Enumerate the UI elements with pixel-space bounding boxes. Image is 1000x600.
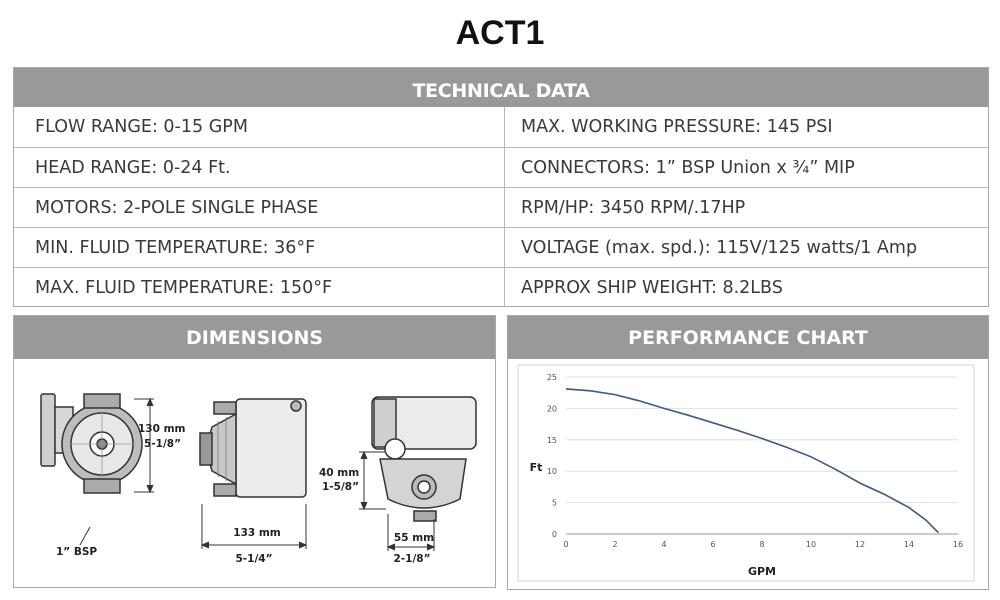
y-tick-label: 10 bbox=[546, 467, 557, 477]
y-tick-label: 15 bbox=[546, 435, 557, 445]
spec-cell: MIN. FLUID TEMPERATURE: 36°F bbox=[14, 227, 504, 267]
x-tick-label: 6 bbox=[710, 540, 716, 549]
spec-cell: RPM/HP: 3450 RPM/.17HP bbox=[504, 187, 988, 227]
spec-cell: APPROX SHIP WEIGHT: 8.2LBS bbox=[504, 267, 988, 307]
y-tick-label: 0 bbox=[551, 530, 557, 539]
technical-data-header: TECHNICAL DATA bbox=[14, 68, 988, 107]
bsp-label: 1” BSP bbox=[56, 546, 98, 558]
spec-cell: MAX. WORKING PRESSURE: 145 PSI bbox=[504, 107, 988, 147]
performance-panel bbox=[507, 315, 989, 590]
side-width-in-label: 2-1/8” bbox=[393, 553, 431, 565]
y-tick-label: 25 bbox=[546, 373, 557, 382]
x-tick-label: 2 bbox=[612, 540, 618, 549]
spec-cell: CONNECTORS: 1” BSP Union x ¾” MIP bbox=[504, 147, 988, 187]
spec-cell: MAX. FLUID TEMPERATURE: 150°F bbox=[14, 267, 504, 307]
page-title: ACT1 bbox=[455, 14, 545, 52]
pump-side-view-icon bbox=[200, 399, 306, 497]
x-tick-label: 0 bbox=[563, 540, 569, 549]
spec-cell: HEAD RANGE: 0-24 Ft. bbox=[14, 147, 504, 187]
performance-header: PERFORMANCE CHART bbox=[508, 316, 988, 359]
x-tick-label: 4 bbox=[661, 540, 667, 549]
spec-cell: FLOW RANGE: 0-15 GPM bbox=[35, 117, 248, 137]
performance-chart bbox=[508, 359, 988, 589]
side-height-in-label: 1-5/8” bbox=[322, 481, 360, 493]
height-in-label: 5-1/8” bbox=[144, 438, 182, 450]
y-tick-label: 20 bbox=[546, 404, 557, 414]
y-axis-label: Ft bbox=[529, 461, 543, 474]
dimensions-header: DIMENSIONS bbox=[14, 316, 495, 359]
technical-data-table bbox=[14, 107, 988, 307]
x-tick-label: 16 bbox=[952, 540, 964, 549]
dimensions-panel bbox=[13, 315, 496, 588]
x-axis-label: GPM bbox=[747, 565, 777, 578]
technical-data-panel bbox=[13, 67, 989, 307]
x-tick-label: 10 bbox=[805, 540, 817, 549]
x-tick-label: 12 bbox=[854, 540, 866, 549]
pump-front-view-icon bbox=[41, 394, 142, 493]
width-in-label: 5-1/4” bbox=[235, 553, 273, 565]
dimensions-drawing bbox=[14, 359, 495, 587]
side-height-mm-label: 40 mm bbox=[319, 467, 360, 479]
height-mm-label: 130 mm bbox=[138, 423, 186, 435]
x-tick-label: 14 bbox=[903, 540, 915, 549]
width-mm-label: 133 mm bbox=[233, 527, 281, 539]
x-tick-label: 8 bbox=[759, 540, 765, 549]
side-width-mm-label: 55 mm bbox=[393, 532, 435, 544]
spec-cell: VOLTAGE (max. spd.): 115V/125 watts/1 Amp bbox=[504, 227, 988, 267]
y-tick-label: 5 bbox=[551, 498, 557, 508]
pump-bottom-view-icon bbox=[372, 397, 476, 521]
spec-cell: MOTORS: 2-POLE SINGLE PHASE bbox=[14, 187, 504, 227]
